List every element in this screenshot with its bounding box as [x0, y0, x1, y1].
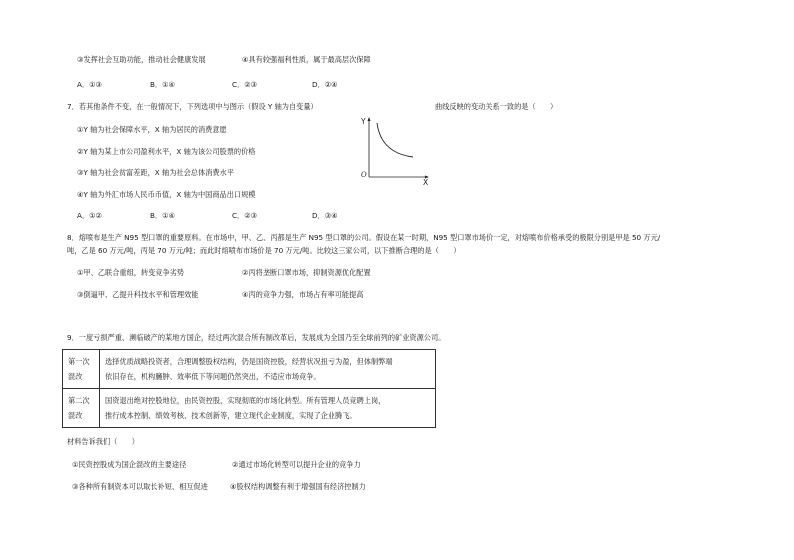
row-content-line: 选择优质战略投资者，合理调整股权结构，仍是国资控股，经营状况扭亏为盈，但体制弊端 [105, 357, 393, 366]
q9-item-2: ②通过市场化转型可以提升企业的竞争力 [232, 460, 361, 469]
q7-option-b: B．①④ [150, 211, 176, 220]
q8-item-2: ②丙将垄断口罩市场，抑制资源优化配置 [242, 268, 371, 277]
q7-option-c: C．②③ [232, 211, 258, 220]
q7-curve-graph [357, 115, 433, 185]
q7-item-2: ②Y 轴为某上市公司盈利水平，X 轴为该公司股票的价格 [77, 147, 256, 156]
row-label-line: 第二次 [68, 396, 90, 405]
row-label-second [63, 389, 100, 428]
q6-option-b: B．①④ [150, 80, 176, 89]
q7-stem: 7．若其他条件不变，在一般情况下，下列选项中与图示（假设 Y 轴为自变量） [67, 102, 318, 111]
row-label-line: 混改 [68, 411, 83, 420]
table-row [63, 389, 436, 428]
table-row [63, 350, 436, 389]
q6-item-4: ④具有较强福利性质，属于最高层次保障 [242, 55, 371, 64]
row-content-line: 依旧存在，机构臃肿、效率低下等问题仍然突出，不适应市场竞争。 [105, 372, 321, 381]
row-label-line: 混改 [68, 372, 83, 381]
row-label-first [63, 350, 100, 389]
q8-stem-line-1: 8．熔喷布是生产 N95 型口罩的重要原料。在市场中，甲、乙、丙都是生产 N95 型口罩的公司。假设在某一时期，N95 型口罩市场价一定，对熔喷布价格承受的极限分别是甲是 50 万元/ [67, 233, 661, 242]
y-axis-label: Y [361, 117, 366, 126]
q7-item-1: ①Y 轴为社会保障水平，X 轴为居民的消费意愿 [77, 125, 227, 134]
q8-item-3: ③倒逼甲、乙提升科技水平和管理效能 [77, 290, 199, 299]
q6-option-a: A．①③ [77, 80, 102, 89]
q6-option-c: C．②③ [232, 80, 258, 89]
x-axis-label: X [423, 178, 429, 185]
row-content-line: 国资退出绝对控股地位，由民资控股，实现彻底的市场化转型。所有管理人员竞聘上岗， [105, 396, 386, 405]
y-axis-arrow [368, 117, 371, 121]
q6-item-3: ③发挥社会互助功能，推动社会健康发展 [77, 55, 206, 64]
q7-curve [377, 123, 413, 157]
q7-graph-svg [357, 115, 433, 185]
q9-stem: 9．一度亏损严重、濒临破产的某地方国企，经过两次混合所有制改革后，发展成为全国乃至全球前列的矿业资源公司。 [67, 333, 446, 342]
row-label-line: 第一次 [68, 357, 90, 366]
q7-item-3: ③Y 轴为社会贫富差距，X 轴为社会总体消费水平 [77, 168, 234, 177]
q6-option-d: D．②④ [312, 80, 338, 89]
q8-item-4: ④丙的竞争力强，市场占有率可能提高 [242, 290, 364, 299]
q9-item-1: ①民资控股成为国企混改的主要途径 [72, 460, 187, 469]
row-content-first [100, 350, 436, 389]
q7-item-4: ④Y 轴为外汇市场人民币币值，X 轴为中国商品出口规模 [77, 190, 256, 199]
q8-item-1: ①甲、乙联合重组，转变竞争劣势 [77, 268, 185, 277]
row-content-line: 推行成本控制、绩效考核、技术创新等，建立现代企业制度，实现了企业腾飞。 [105, 411, 357, 420]
q9-material-table [62, 349, 436, 428]
origin-label: O [361, 171, 367, 179]
q9-item-3: ③各种所有制资本可以取长补短、相互促进 [72, 482, 208, 491]
q9-prompt: 材料告诉我们（ ） [67, 437, 139, 446]
row-content-second [100, 389, 436, 428]
q8-stem-line-2: 吨，乙是 60 万元/吨，丙是 70 万元/吨；而此时熔喷布市场价是 70 万元/吨。比较这三家公司，以下推断合理的是（ ） [67, 246, 461, 255]
q9-item-4: ④股权结构调整有利于增强国有经济控制力 [230, 482, 366, 491]
q7-stem-continued: 曲线反映的变动关系一致的是（ ） [435, 102, 558, 111]
q7-option-d: D．③④ [312, 211, 338, 220]
q7-option-a: A．①② [77, 211, 102, 220]
